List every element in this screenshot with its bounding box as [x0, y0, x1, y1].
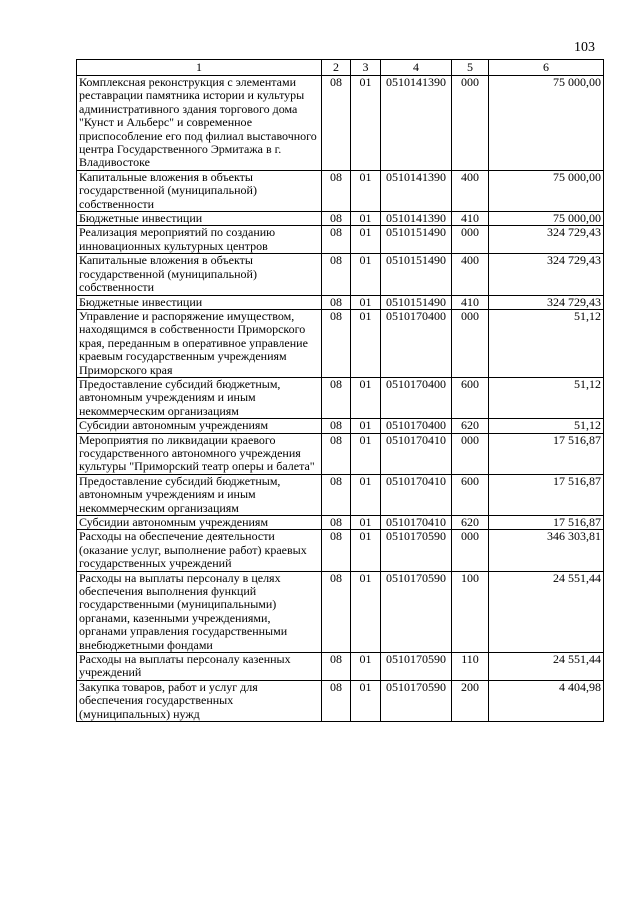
row-section-cell: 08	[322, 212, 351, 226]
row-expense-type-cell: 100	[452, 571, 489, 652]
column-header: 4	[381, 60, 452, 76]
row-subsection-cell: 01	[351, 571, 381, 652]
row-expense-type-cell: 000	[452, 309, 489, 377]
row-subsection-cell: 01	[351, 254, 381, 295]
table-row	[77, 212, 604, 226]
table-row	[77, 226, 604, 254]
row-subsection-cell: 01	[351, 212, 381, 226]
table-row	[77, 309, 604, 377]
row-amount-cell: 51,12	[489, 309, 604, 377]
row-target-code-cell: 0510170590	[381, 571, 452, 652]
row-target-code-cell: 0510170400	[381, 419, 452, 433]
row-subsection-cell: 01	[351, 76, 381, 171]
row-subsection-cell: 01	[351, 516, 381, 530]
table-row	[77, 680, 604, 721]
row-target-code-cell: 0510141390	[381, 170, 452, 211]
row-subsection-cell: 01	[351, 309, 381, 377]
row-subsection-cell: 01	[351, 226, 381, 254]
row-name-cell: Бюджетные инвестиции	[77, 212, 322, 226]
row-section-cell: 08	[322, 433, 351, 474]
row-name-cell: Субсидии автономным учреждениям	[77, 516, 322, 530]
row-subsection-cell: 01	[351, 530, 381, 571]
row-expense-type-cell: 410	[452, 212, 489, 226]
row-target-code-cell: 0510170410	[381, 433, 452, 474]
row-expense-type-cell: 000	[452, 226, 489, 254]
row-name-cell: Реализация мероприятий по созданию инновационных культурных центров	[77, 226, 322, 254]
row-expense-type-cell: 000	[452, 76, 489, 171]
row-section-cell: 08	[322, 419, 351, 433]
column-header: 2	[322, 60, 351, 76]
row-name-cell: Предоставление субсидий бюджетным, автономным учреждениям и иным некоммерческим организациям	[77, 377, 322, 418]
row-section-cell: 08	[322, 226, 351, 254]
row-section-cell: 08	[322, 571, 351, 652]
budget-table	[76, 59, 604, 722]
row-section-cell: 08	[322, 680, 351, 721]
row-subsection-cell: 01	[351, 653, 381, 681]
row-name-cell: Управление и распоряжение имуществом, находящимся в собственности Приморского края, переданным в оперативное управление краевым государственным учреждениям Приморского края	[77, 309, 322, 377]
row-expense-type-cell: 600	[452, 474, 489, 515]
row-target-code-cell: 0510170590	[381, 680, 452, 721]
row-target-code-cell: 0510170590	[381, 530, 452, 571]
row-subsection-cell: 01	[351, 295, 381, 309]
row-amount-cell: 4 404,98	[489, 680, 604, 721]
row-amount-cell: 346 303,81	[489, 530, 604, 571]
row-section-cell: 08	[322, 254, 351, 295]
table-row	[77, 653, 604, 681]
column-header: 3	[351, 60, 381, 76]
table-row	[77, 530, 604, 571]
row-expense-type-cell: 000	[452, 530, 489, 571]
table-row	[77, 516, 604, 530]
row-section-cell: 08	[322, 309, 351, 377]
row-section-cell: 08	[322, 170, 351, 211]
row-expense-type-cell: 200	[452, 680, 489, 721]
row-target-code-cell: 0510170410	[381, 516, 452, 530]
column-header: 6	[489, 60, 604, 76]
row-amount-cell: 324 729,43	[489, 226, 604, 254]
row-name-cell: Бюджетные инвестиции	[77, 295, 322, 309]
row-expense-type-cell: 600	[452, 377, 489, 418]
table-row	[77, 295, 604, 309]
row-target-code-cell: 0510151490	[381, 226, 452, 254]
row-name-cell: Закупка товаров, работ и услуг для обеспечения государственных (муниципальных) нужд	[77, 680, 322, 721]
row-name-cell: Капитальные вложения в объекты государственной (муниципальной) собственности	[77, 254, 322, 295]
page-number: 103	[574, 40, 595, 55]
row-subsection-cell: 01	[351, 474, 381, 515]
row-target-code-cell: 0510141390	[381, 76, 452, 171]
row-section-cell: 08	[322, 76, 351, 171]
row-name-cell: Предоставление субсидий бюджетным, автономным учреждениям и иным некоммерческим организациям	[77, 474, 322, 515]
table-row	[77, 571, 604, 652]
row-section-cell: 08	[322, 474, 351, 515]
table-row	[77, 170, 604, 211]
row-section-cell: 08	[322, 653, 351, 681]
row-expense-type-cell: 620	[452, 419, 489, 433]
row-target-code-cell: 0510170590	[381, 653, 452, 681]
table-row	[77, 377, 604, 418]
row-expense-type-cell: 410	[452, 295, 489, 309]
row-expense-type-cell: 110	[452, 653, 489, 681]
row-expense-type-cell: 000	[452, 433, 489, 474]
row-subsection-cell: 01	[351, 419, 381, 433]
row-amount-cell: 17 516,87	[489, 474, 604, 515]
column-header: 1	[77, 60, 322, 76]
table-row	[77, 433, 604, 474]
row-amount-cell: 24 551,44	[489, 571, 604, 652]
row-expense-type-cell: 400	[452, 170, 489, 211]
row-name-cell: Расходы на выплаты персоналу казенных учреждений	[77, 653, 322, 681]
row-amount-cell: 51,12	[489, 419, 604, 433]
row-section-cell: 08	[322, 530, 351, 571]
row-name-cell: Мероприятия по ликвидации краевого государственного автономного учреждения культуры "Приморский театр оперы и балета"	[77, 433, 322, 474]
row-amount-cell: 75 000,00	[489, 170, 604, 211]
row-target-code-cell: 0510151490	[381, 295, 452, 309]
row-amount-cell: 24 551,44	[489, 653, 604, 681]
row-amount-cell: 51,12	[489, 377, 604, 418]
row-section-cell: 08	[322, 516, 351, 530]
row-amount-cell: 17 516,87	[489, 516, 604, 530]
row-name-cell: Расходы на выплаты персоналу в целях обеспечения выполнения функций государственными (муниципальными) органами, казенными учреждениями, органами управления государственными внебюджетными фондами	[77, 571, 322, 652]
row-subsection-cell: 01	[351, 433, 381, 474]
row-amount-cell: 324 729,43	[489, 295, 604, 309]
row-section-cell: 08	[322, 295, 351, 309]
row-subsection-cell: 01	[351, 680, 381, 721]
row-section-cell: 08	[322, 377, 351, 418]
row-amount-cell: 324 729,43	[489, 254, 604, 295]
row-name-cell: Комплексная реконструкция с элементами реставрации памятника истории и культуры административного здания торгового дома "Кунст и Альберс" и современное приспособление его под филиал выставочного центра Государственного Эрмитажа в г. Владивостоке	[77, 76, 322, 171]
row-target-code-cell: 0510170410	[381, 474, 452, 515]
table-row	[77, 419, 604, 433]
column-header: 5	[452, 60, 489, 76]
row-name-cell: Расходы на обеспечение деятельности (оказание услуг, выполнение работ) краевых государственных учреждений	[77, 530, 322, 571]
row-amount-cell: 75 000,00	[489, 76, 604, 171]
table-body	[77, 76, 604, 722]
row-target-code-cell: 0510170400	[381, 377, 452, 418]
row-expense-type-cell: 400	[452, 254, 489, 295]
row-name-cell: Субсидии автономным учреждениям	[77, 419, 322, 433]
table-header-row	[77, 60, 604, 76]
table-row	[77, 474, 604, 515]
row-subsection-cell: 01	[351, 170, 381, 211]
row-amount-cell: 17 516,87	[489, 433, 604, 474]
table-row	[77, 76, 604, 171]
row-amount-cell: 75 000,00	[489, 212, 604, 226]
row-name-cell: Капитальные вложения в объекты государственной (муниципальной) собственности	[77, 170, 322, 211]
row-target-code-cell: 0510141390	[381, 212, 452, 226]
row-subsection-cell: 01	[351, 377, 381, 418]
row-target-code-cell: 0510170400	[381, 309, 452, 377]
table-row	[77, 254, 604, 295]
row-expense-type-cell: 620	[452, 516, 489, 530]
row-target-code-cell: 0510151490	[381, 254, 452, 295]
